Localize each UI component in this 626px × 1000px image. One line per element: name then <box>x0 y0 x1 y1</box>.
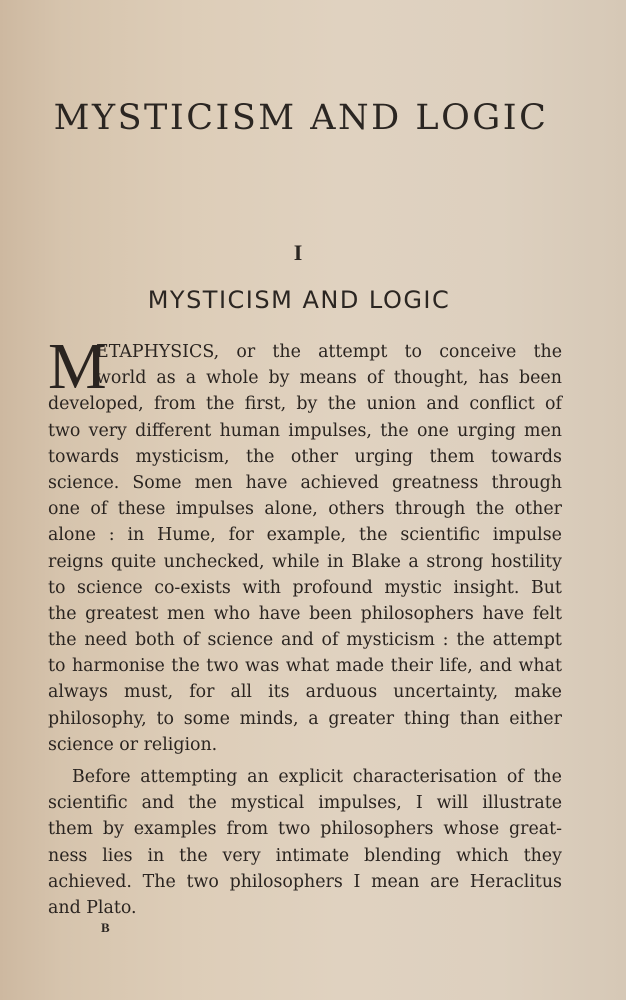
chapter-title: MYSTICISM AND LOGIC <box>147 286 451 314</box>
text-line: towards mysticism, the other urging them towards <box>48 446 562 467</box>
text-line: the greatest men who have been philosophers have felt <box>48 603 562 624</box>
paragraph-1 <box>48 330 562 758</box>
text-line: science or religion. <box>48 734 218 755</box>
chapter-number: I <box>293 240 303 265</box>
text-line: to harmonise the two was what made their life, and what <box>48 656 562 677</box>
text-line: ness lies in the very intimate blending which they <box>48 845 562 866</box>
signature-mark: B <box>101 920 110 935</box>
text-line: scientific and the mystical impulses, I will illustrate <box>48 793 562 814</box>
text-line: to science co-exists with profound mystic insight. But <box>48 577 562 598</box>
text-line: ETAPHYSICS, or the attempt to conceive the <box>96 342 562 362</box>
text-line: and Plato. <box>48 897 137 918</box>
text-line: them by examples from two philosophers whose great- <box>48 819 562 840</box>
text-line: developed, from the first, by the union and conflict of <box>48 394 562 415</box>
body-text <box>48 330 562 921</box>
drop-cap: M <box>48 330 107 403</box>
text-line: always must, for all its arduous uncertainty, make <box>48 682 562 703</box>
text-line: Before attempting an explicit characterisation of the <box>72 767 562 787</box>
text-line: philosophy, to some minds, a greater thing than either <box>48 708 562 729</box>
paragraph-1-lines <box>48 330 562 758</box>
running-title: MYSTICISM AND LOGIC <box>53 98 549 138</box>
text-line: two very different human impulses, the one urging men <box>48 420 562 441</box>
paragraph-2 <box>48 764 562 921</box>
text-line: alone : in Hume, for example, the scientific impulse <box>48 525 562 546</box>
text-line: reigns quite unchecked, while in Blake a strong hostility <box>48 551 562 572</box>
text-line: world as a whole by means of thought, has been <box>96 368 562 389</box>
text-line: the need both of science and of mysticism : the attempt <box>48 630 562 651</box>
text-line: one of these impulses alone, others through the other <box>48 499 562 520</box>
text-line: achieved. The two philosophers I mean are Heraclitus <box>48 871 562 892</box>
text-line: science. Some men have achieved greatness through <box>48 472 562 493</box>
